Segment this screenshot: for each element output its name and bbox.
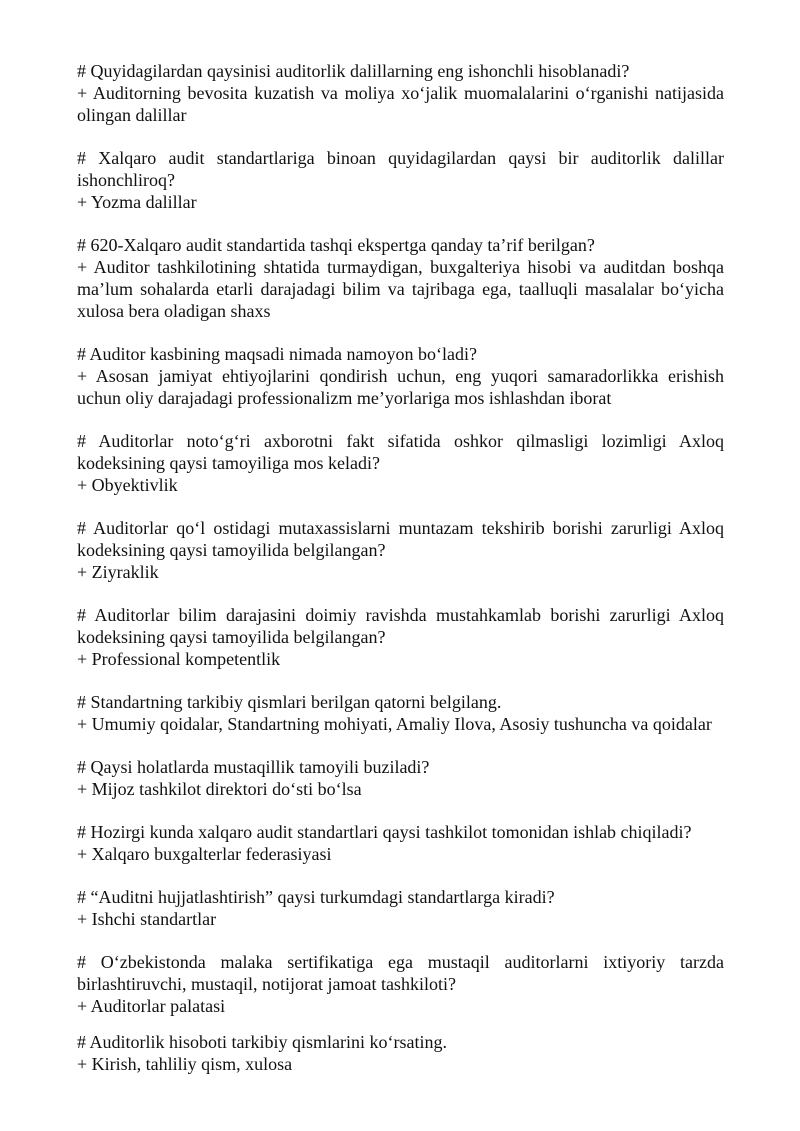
question-text: # Xalqaro audit standartlariga binoan quyidagilardan qaysi bir auditorlik dalillar ishonchliroq? bbox=[77, 148, 724, 190]
qa-item bbox=[77, 147, 724, 213]
qa-item bbox=[77, 343, 724, 409]
answer-text: + Professional kompetentlik bbox=[77, 649, 281, 669]
qa-item bbox=[77, 691, 724, 735]
answer-text: + Obyektivlik bbox=[77, 475, 178, 495]
question-text: # Auditorlar qo‘l ostidagi mutaxassislarni muntazam tekshirib borishi zarurligi Axloq kodeksining qaysi tamoyilida belgilangan? bbox=[77, 518, 724, 560]
qa-item bbox=[77, 886, 724, 930]
answer-text: + Auditorlar palatasi bbox=[77, 996, 226, 1016]
qa-item bbox=[77, 821, 724, 865]
question-text: # Auditor kasbining maqsadi nimada namoyon bo‘ladi? bbox=[77, 344, 477, 364]
answer-text: + Auditorning bevosita kuzatish va moliya xo‘jalik muomalalarini o‘rganishi natijasida olingan dalillar bbox=[77, 83, 724, 125]
qa-item bbox=[77, 234, 724, 322]
question-text: # Auditorlar bilim darajasini doimiy ravishda mustahkamlab borishi zarurligi Axloq kodeksining qaysi tamoyilida belgilangan? bbox=[77, 605, 724, 647]
question-text: # O‘zbekistonda malaka sertifikatiga ega mustaqil auditorlarni ixtiyoriy tarzda birlashtiruvchi, mustaqil, notijorat jamoat tashkiloti? bbox=[77, 952, 724, 994]
question-text: # “Auditni hujjatlashtirish” qaysi turkumdagi standartlarga kiradi? bbox=[77, 887, 555, 907]
answer-text: + Ishchi standartlar bbox=[77, 909, 217, 929]
question-text: # 620-Xalqaro audit standartida tashqi ekspertga qanday ta’rif berilgan? bbox=[77, 235, 595, 255]
qa-item bbox=[77, 517, 724, 583]
document-page bbox=[77, 60, 724, 1096]
answer-text: + Ziyraklik bbox=[77, 562, 159, 582]
answer-text: + Asosan jamiyat ehtiyojlarini qondirish uchun, eng yuqori samaradorlikka erishish uchun oliy darajadagi professionalizm me’yorlariga mos ishlashdan iborat bbox=[77, 366, 724, 408]
question-text: # Qaysi holatlarda mustaqillik tamoyili buziladi? bbox=[77, 757, 430, 777]
qa-item bbox=[77, 430, 724, 496]
answer-text: + Umumiy qoidalar, Standartning mohiyati, Amaliy Ilova, Asosiy tushuncha va qoidalar bbox=[77, 714, 712, 734]
qa-item bbox=[77, 756, 724, 800]
question-text: # Auditorlar noto‘g‘ri axborotni fakt sifatida oshkor qilmasligi lozimligi Axloq kodeksining qaysi tamoyiliga mos keladi? bbox=[77, 431, 724, 473]
answer-text: + Kirish, tahliliy qism, xulosa bbox=[77, 1054, 293, 1074]
answer-text: + Xalqaro buxgalterlar federasiyasi bbox=[77, 844, 332, 864]
qa-item bbox=[77, 1031, 724, 1075]
qa-item bbox=[77, 60, 724, 126]
answer-text: + Yozma dalillar bbox=[77, 192, 197, 212]
question-text: # Hozirgi kunda xalqaro audit standartlari qaysi tashkilot tomonidan ishlab chiqiladi? bbox=[77, 822, 692, 842]
question-text: # Quyidagilardan qaysinisi auditorlik dalillarning eng ishonchli hisoblanadi? bbox=[77, 61, 630, 81]
answer-text: + Mijoz tashkilot direktori do‘sti bo‘lsa bbox=[77, 779, 362, 799]
answer-text: + Auditor tashkilotining shtatida turmaydigan, buxgalteriya hisobi va auditdan boshqa ma’lum sohalarda etarli darajadagi bilim va tajribaga ega, taalluqli masalalar bo‘yicha xulosa bera oladigan shaxs bbox=[77, 257, 724, 321]
question-text: # Auditorlik hisoboti tarkibiy qismlarini ko‘rsating. bbox=[77, 1032, 447, 1052]
question-text: # Standartning tarkibiy qismlari berilgan qatorni belgilang. bbox=[77, 692, 502, 712]
qa-item bbox=[77, 951, 724, 1017]
qa-item bbox=[77, 604, 724, 670]
